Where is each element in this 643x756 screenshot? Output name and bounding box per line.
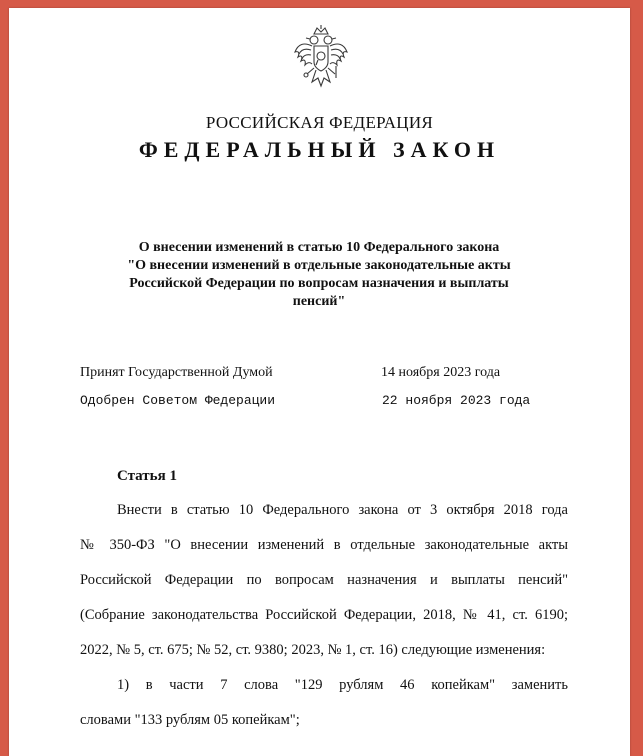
duma-adoption-label: Принят Государственной Думой: [80, 365, 273, 380]
coat-of-arms-icon: [292, 24, 350, 96]
council-approval-label: Одобрен Советом Федерации: [80, 393, 276, 408]
country-name: РОССИЙСКАЯ ФЕДЕРАЦИЯ: [205, 113, 434, 132]
article-line: Внести в статью 10 Федерального закона от 3 октября 2018 года: [117, 502, 568, 518]
duma-adoption-row: [80, 365, 540, 381]
duma-adoption-date: 14 ноября 2023 года: [381, 365, 501, 380]
law-title: [69, 239, 569, 311]
document-page: [9, 8, 630, 756]
article-heading: Статья 1: [117, 468, 177, 484]
article-line: 1) в части 7 слова "129 рублям 46 копейкам" заменить: [117, 677, 568, 693]
article-line: № 350-ФЗ "О внесении изменений в отдельные законодательные акты: [80, 537, 568, 553]
council-approval-row: [80, 393, 540, 408]
article-line: Российской Федерации по вопросам назначения и выплаты пенсий": [80, 572, 568, 588]
article-line: 2022, № 5, ст. 675; № 52, ст. 9380; 2023, № 1, ст. 16) следующие изменения:: [80, 642, 546, 658]
law-title-line: О внесении изменений в статью 10 Федерального закона: [138, 240, 500, 255]
article-line: (Собрание законодательства Российской Федерации, 2018, № 41, ст. 6190;: [80, 607, 568, 623]
council-approval-date: 22 ноября 2023 года: [382, 393, 531, 408]
article-line: словами "133 рублям 05 копейкам";: [80, 712, 300, 728]
document-type: ФЕДЕРАЛЬНЫЙ ЗАКОН: [138, 137, 501, 162]
law-title-line: Российской Федерации по вопросам назначения и выплаты: [129, 276, 509, 291]
law-title-line: "О внесении изменений в отдельные законодательные акты: [127, 258, 511, 273]
law-title-line: пенсий": [292, 294, 346, 309]
